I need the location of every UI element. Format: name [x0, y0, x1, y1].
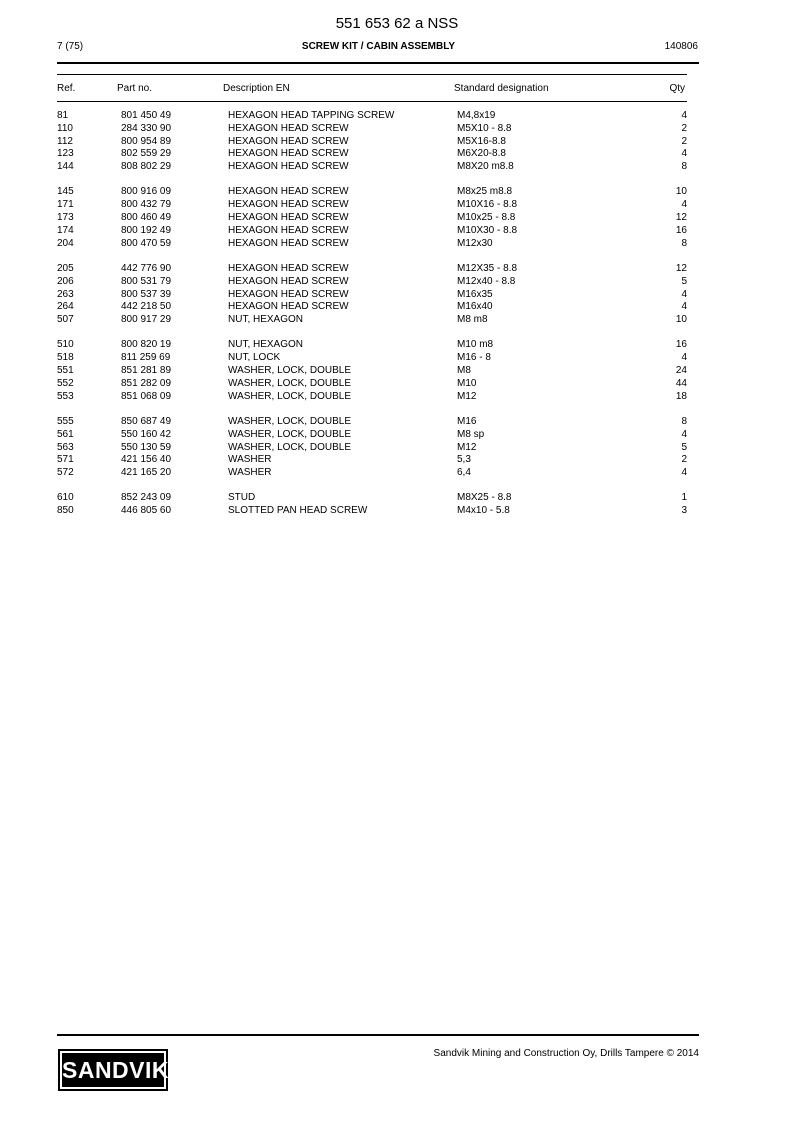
cell-ref: 145	[57, 186, 74, 198]
cell-desc: WASHER, LOCK, DOUBLE	[228, 415, 351, 427]
table-row	[0, 467, 794, 480]
group-spacer	[0, 480, 794, 493]
cell-desc: NUT, HEXAGON	[228, 339, 304, 351]
cell-qty: 4	[681, 288, 687, 300]
cell-qty: 3	[681, 505, 687, 517]
cell-part: 800 820 19	[121, 339, 172, 351]
column-headers	[0, 83, 794, 97]
cell-qty: 4	[681, 199, 687, 211]
table-row	[0, 186, 794, 199]
cell-std: M12x30	[457, 237, 493, 249]
column-header-qty: Qty	[669, 83, 685, 94]
cell-std: M8 m8	[457, 314, 488, 326]
cell-part: 446 805 60	[121, 505, 172, 517]
cell-ref: 205	[57, 262, 74, 274]
cell-qty: 2	[681, 454, 687, 466]
cell-part: 550 160 42	[121, 428, 172, 440]
cell-ref: 572	[57, 467, 74, 479]
cell-desc: HEXAGON HEAD SCREW	[228, 212, 349, 224]
cell-ref: 510	[57, 339, 74, 351]
cell-part: 851 068 09	[121, 390, 172, 402]
cell-desc: WASHER	[228, 454, 272, 466]
cell-part: 802 559 29	[121, 148, 172, 160]
cell-desc: HEXAGON HEAD SCREW	[228, 301, 349, 313]
cell-desc: NUT, HEXAGON	[228, 314, 304, 326]
table-row	[0, 339, 794, 352]
cell-qty: 16	[675, 339, 687, 351]
cell-desc: HEXAGON HEAD SCREW	[228, 148, 349, 160]
cell-part: 800 917 29	[121, 314, 172, 326]
cell-desc: NUT, LOCK	[228, 352, 281, 364]
group-spacer	[0, 250, 794, 263]
cell-desc: HEXAGON HEAD SCREW	[228, 275, 349, 287]
table-row	[0, 352, 794, 365]
cell-part: 850 687 49	[121, 415, 172, 427]
cell-std: M16	[457, 415, 477, 427]
cell-ref: 551	[57, 365, 74, 377]
cell-qty: 4	[681, 301, 687, 313]
column-header-bottom-rule	[57, 101, 687, 102]
doc-number: 551 653 62 a NSS	[335, 15, 459, 32]
column-header-std: Standard designation	[454, 83, 549, 94]
cell-part: 800 432 79	[121, 199, 172, 211]
cell-qty: 12	[675, 212, 687, 224]
group-spacer	[0, 174, 794, 187]
cell-part: 421 156 40	[121, 454, 172, 466]
cell-std: M5X10 - 8.8	[457, 122, 512, 134]
table-row	[0, 289, 794, 302]
cell-ref: 610	[57, 492, 74, 504]
cell-part: 442 218 50	[121, 301, 172, 313]
cell-qty: 4	[681, 352, 687, 364]
cell-part: 851 281 89	[121, 365, 172, 377]
cell-ref: 173	[57, 212, 74, 224]
cell-qty: 5	[681, 441, 687, 453]
table-row	[0, 505, 794, 518]
header-rule	[57, 62, 699, 64]
cell-part: 284 330 90	[121, 122, 172, 134]
cell-std: M8x25 m8.8	[457, 186, 513, 198]
cell-qty: 4	[681, 148, 687, 160]
cell-desc: HEXAGON HEAD SCREW	[228, 288, 349, 300]
doc-title: SCREW KIT / CABIN ASSEMBLY	[301, 41, 456, 52]
column-header-desc: Description EN	[223, 83, 290, 94]
cell-ref: 206	[57, 275, 74, 287]
column-header-top-rule	[57, 74, 687, 75]
cell-desc: STUD	[228, 492, 256, 504]
table-row	[0, 365, 794, 378]
cell-std: M10x25 - 8.8	[457, 212, 516, 224]
logo-text: SANDVIK	[62, 1053, 164, 1087]
cell-qty: 4	[681, 110, 687, 121]
cell-std: M10	[457, 377, 477, 389]
cell-qty: 4	[681, 428, 687, 440]
cell-desc: WASHER, LOCK, DOUBLE	[228, 428, 351, 440]
cell-qty: 8	[681, 161, 687, 173]
cell-desc: WASHER, LOCK, DOUBLE	[228, 365, 351, 377]
cell-std: 6,4	[457, 467, 471, 479]
cell-part: 852 243 09	[121, 492, 172, 504]
cell-qty: 8	[681, 237, 687, 249]
cell-part: 800 470 59	[121, 237, 172, 249]
table-row	[0, 314, 794, 327]
cell-part: 851 282 09	[121, 377, 172, 389]
table-row	[0, 442, 794, 455]
cell-std: M4x10 - 5.8	[457, 505, 510, 517]
cell-part: 801 450 49	[121, 110, 172, 121]
cell-part: 550 130 59	[121, 441, 172, 453]
page-count: 7 (75)	[57, 41, 84, 52]
table-row	[0, 225, 794, 238]
cell-qty: 2	[681, 135, 687, 147]
cell-desc: HEXAGON HEAD SCREW	[228, 186, 349, 198]
table-row	[0, 263, 794, 276]
cell-ref: 561	[57, 428, 74, 440]
cell-ref: 507	[57, 314, 74, 326]
cell-ref: 264	[57, 301, 74, 313]
cell-std: M8	[457, 365, 471, 377]
cell-qty: 2	[681, 122, 687, 134]
cell-std: M10X30 - 8.8	[457, 224, 518, 236]
cell-std: M6X20-8.8	[457, 148, 506, 160]
cell-ref: 850	[57, 505, 74, 517]
table-row	[0, 391, 794, 404]
cell-std: M5X16-8.8	[457, 135, 506, 147]
cell-std: M10 m8	[457, 339, 494, 351]
cell-qty: 4	[681, 467, 687, 479]
cell-ref: 204	[57, 237, 74, 249]
table-row	[0, 161, 794, 174]
cell-desc: HEXAGON HEAD SCREW	[228, 135, 349, 147]
cell-ref: 553	[57, 390, 74, 402]
table-row	[0, 238, 794, 251]
cell-std: M8X20 m8.8	[457, 161, 514, 173]
table-row	[0, 212, 794, 225]
group-spacer	[0, 403, 794, 416]
cell-part: 800 192 49	[121, 224, 172, 236]
cell-desc: WASHER, LOCK, DOUBLE	[228, 390, 351, 402]
table-row	[0, 123, 794, 136]
footer-rule	[57, 1034, 699, 1036]
cell-part: 811 259 69	[121, 352, 171, 364]
cell-qty: 8	[681, 415, 687, 427]
cell-qty: 10	[675, 186, 687, 198]
table-row	[0, 492, 794, 505]
cell-std: M8X25 - 8.8	[457, 492, 512, 504]
cell-ref: 112	[57, 135, 73, 147]
cell-part: 800 531 79	[121, 275, 172, 287]
cell-ref: 171	[57, 199, 74, 211]
cell-qty: 1	[681, 492, 687, 504]
cell-qty: 44	[675, 377, 687, 389]
cell-ref: 144	[57, 161, 74, 173]
cell-desc: HEXAGON HEAD SCREW	[228, 122, 349, 134]
table-row	[0, 199, 794, 212]
table-row	[0, 378, 794, 391]
cell-ref: 571	[57, 454, 74, 466]
cell-part: 421 165 20	[121, 467, 172, 479]
cell-std: M10X16 - 8.8	[457, 199, 518, 211]
cell-part: 800 916 09	[121, 186, 172, 198]
table-row	[0, 454, 794, 467]
table-row	[0, 416, 794, 429]
cell-desc: WASHER, LOCK, DOUBLE	[228, 441, 351, 453]
cell-std: M8 sp	[457, 428, 485, 440]
cell-desc: WASHER, LOCK, DOUBLE	[228, 377, 351, 389]
cell-ref: 555	[57, 415, 74, 427]
cell-std: M16x40	[457, 301, 493, 313]
cell-std: M4,8x19	[457, 110, 496, 121]
table-row	[0, 136, 794, 149]
cell-ref: 81	[57, 110, 69, 121]
cell-qty: 18	[675, 390, 687, 402]
cell-desc: HEXAGON HEAD SCREW	[228, 262, 349, 274]
cell-std: M12X35 - 8.8	[457, 262, 518, 274]
cell-qty: 16	[675, 224, 687, 236]
sandvik-logo	[58, 1049, 168, 1091]
cell-ref: 518	[57, 352, 74, 364]
cell-qty: 10	[675, 314, 687, 326]
table-row	[0, 301, 794, 314]
parts-table	[0, 110, 794, 518]
cell-part: 800 460 49	[121, 212, 172, 224]
cell-desc: SLOTTED PAN HEAD SCREW	[228, 505, 368, 517]
cell-qty: 5	[681, 275, 687, 287]
cell-ref: 110	[57, 122, 73, 134]
cell-qty: 24	[675, 365, 687, 377]
cell-std: M16x35	[457, 288, 493, 300]
table-row	[0, 148, 794, 161]
cell-part: 800 537 39	[121, 288, 172, 300]
cell-desc: WASHER	[228, 467, 272, 479]
cell-std: M12	[457, 441, 477, 453]
cell-ref: 123	[57, 148, 74, 160]
cell-desc: HEXAGON HEAD SCREW	[228, 224, 349, 236]
cell-part: 442 776 90	[121, 262, 172, 274]
cell-part: 800 954 89	[121, 135, 172, 147]
cell-part: 808 802 29	[121, 161, 172, 173]
column-header-ref: Ref.	[57, 83, 76, 94]
cell-std: 5,3	[457, 454, 471, 466]
copyright: Sandvik Mining and Construction Oy, Drills Tampere © 2014	[433, 1048, 699, 1059]
cell-desc: HEXAGON HEAD SCREW	[228, 237, 349, 249]
cell-std: M16 - 8	[457, 352, 491, 364]
cell-desc: HEXAGON HEAD SCREW	[228, 161, 349, 173]
cell-ref: 552	[57, 377, 74, 389]
doc-date: 140806	[664, 41, 698, 52]
table-row	[0, 276, 794, 289]
cell-ref: 174	[57, 224, 74, 236]
cell-desc: HEXAGON HEAD TAPPING SCREW	[228, 110, 395, 121]
cell-desc: HEXAGON HEAD SCREW	[228, 199, 349, 211]
cell-std: M12x40 - 8.8	[457, 275, 516, 287]
group-spacer	[0, 327, 794, 340]
column-header-part: Part no.	[117, 83, 153, 94]
table-row	[0, 110, 794, 123]
cell-std: M12	[457, 390, 477, 402]
table-row	[0, 429, 794, 442]
cell-qty: 12	[675, 262, 687, 274]
cell-ref: 563	[57, 441, 74, 453]
cell-ref: 263	[57, 288, 74, 300]
